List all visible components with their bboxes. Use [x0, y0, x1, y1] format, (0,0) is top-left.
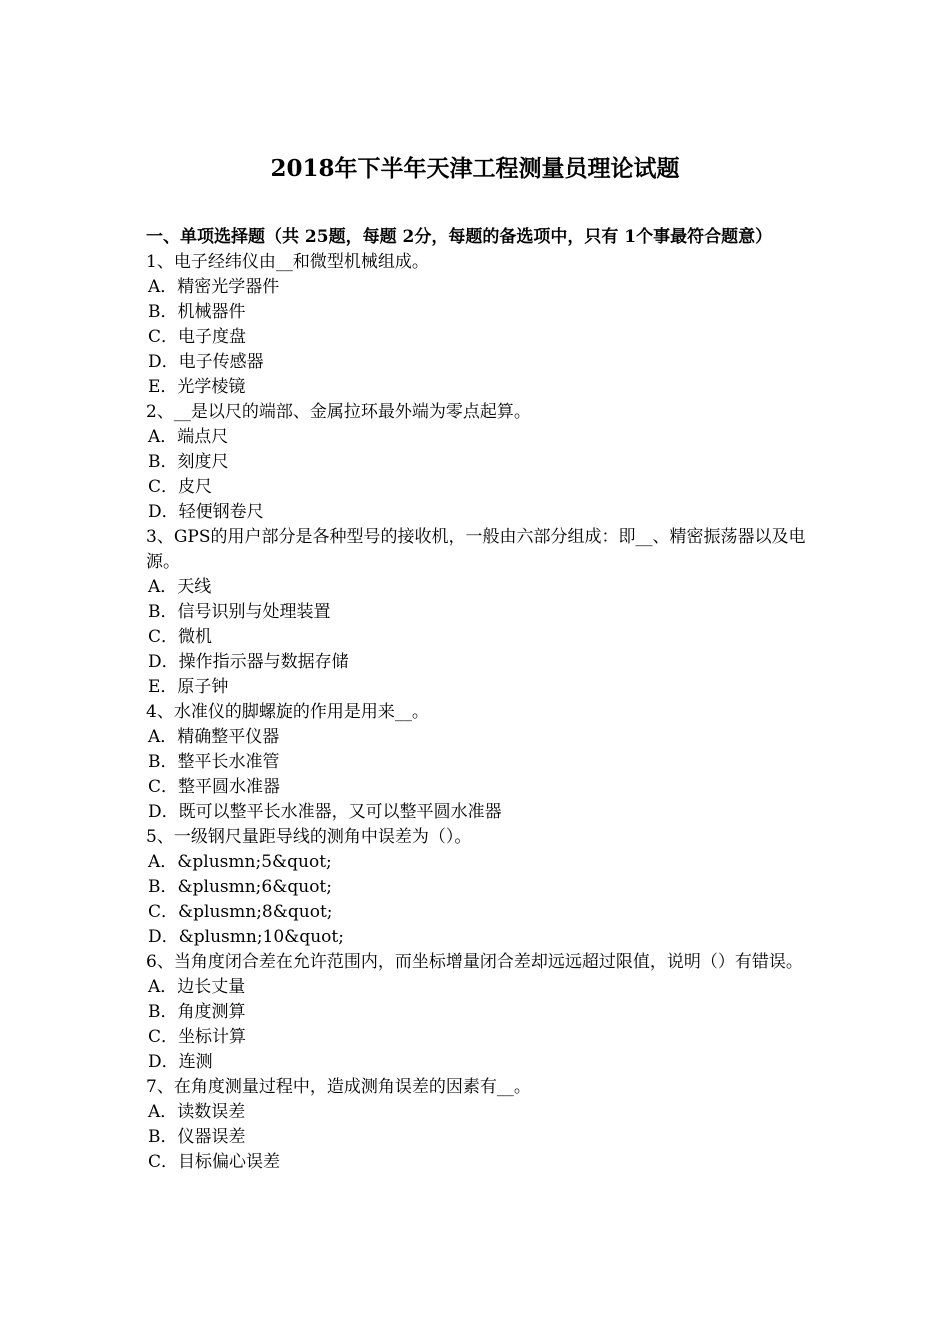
- option-e: E．光学棱镜: [148, 377, 246, 397]
- question-stem: 1、电子经纬仪由__和微型机械组成。: [146, 252, 429, 272]
- option-a: A．边长丈量: [148, 977, 246, 997]
- question-stem: 6、当角度闭合差在允许范围内，而坐标增量闭合差却远远超过限值，说明（）有错误。: [146, 952, 803, 972]
- option-d: D．轻便钢卷尺: [148, 502, 264, 522]
- section-heading: 一、单项选择题（共 25题，每题 2分，每题的备选项中，只有 1个事最符合题意）: [146, 227, 773, 247]
- option-c: C．微机: [148, 627, 213, 647]
- question-7: [146, 1075, 810, 1175]
- option-e: E．原子钟: [148, 677, 229, 697]
- option-c: C．坐标计算: [148, 1027, 247, 1047]
- option-d: D．既可以整平长水准器，又可以整平圆水准器: [148, 802, 502, 822]
- document-title: 2018年下半年天津工程测量员理论试题: [270, 155, 680, 182]
- option-d: D．连测: [148, 1052, 213, 1072]
- option-a: A．精密光学器件: [148, 277, 280, 297]
- option-b: B．信号识别与处理装置: [148, 602, 331, 622]
- option-b: B．整平长水准管: [148, 752, 280, 772]
- question-4: [146, 700, 810, 825]
- question-1: [146, 250, 810, 400]
- option-c: C．整平圆水准器: [148, 777, 281, 797]
- option-a: A．天线: [148, 577, 212, 597]
- option-c: C．&plusmn;8&quot;: [148, 902, 333, 922]
- question-6: [146, 950, 810, 1075]
- option-c: C．目标偏心误差: [148, 1152, 281, 1172]
- option-b: B．机械器件: [148, 302, 246, 322]
- option-a: A．&plusmn;5&quot;: [148, 852, 332, 872]
- question-stem: 4、水准仪的脚螺旋的作用是用来__。: [146, 702, 429, 722]
- question-3: [146, 525, 810, 700]
- option-a: A．端点尺: [148, 427, 229, 447]
- option-c: C．皮尺: [148, 477, 213, 497]
- question-stem: 5、一级钢尺量距导线的测角中误差为（）。: [146, 827, 472, 847]
- option-b: B．仪器误差: [148, 1127, 246, 1147]
- question-stem: 7、在角度测量过程中，造成测角误差的因素有__。: [146, 1077, 531, 1097]
- question-2: [146, 400, 810, 525]
- question-stem: 2、__是以尺的端部、金属拉环最外端为零点起算。: [146, 402, 531, 422]
- option-b: B．&plusmn;6&quot;: [148, 877, 332, 897]
- option-b: B．角度测算: [148, 1002, 246, 1022]
- option-b: B．刻度尺: [148, 452, 229, 472]
- option-d: D．操作指示器与数据存储: [148, 652, 349, 672]
- question-stem: 3、GPS的用户部分是各种型号的接收机，一般由六部分组成：即__、精密振荡器以及电源。: [146, 527, 806, 572]
- question-5: [146, 825, 810, 950]
- document-body: [146, 225, 810, 1175]
- option-a: A．精确整平仪器: [148, 727, 280, 747]
- option-a: A．读数误差: [148, 1102, 246, 1122]
- option-d: D．电子传感器: [148, 352, 264, 372]
- option-c: C．电子度盘: [148, 327, 247, 347]
- option-d: D．&plusmn;10&quot;: [148, 927, 344, 947]
